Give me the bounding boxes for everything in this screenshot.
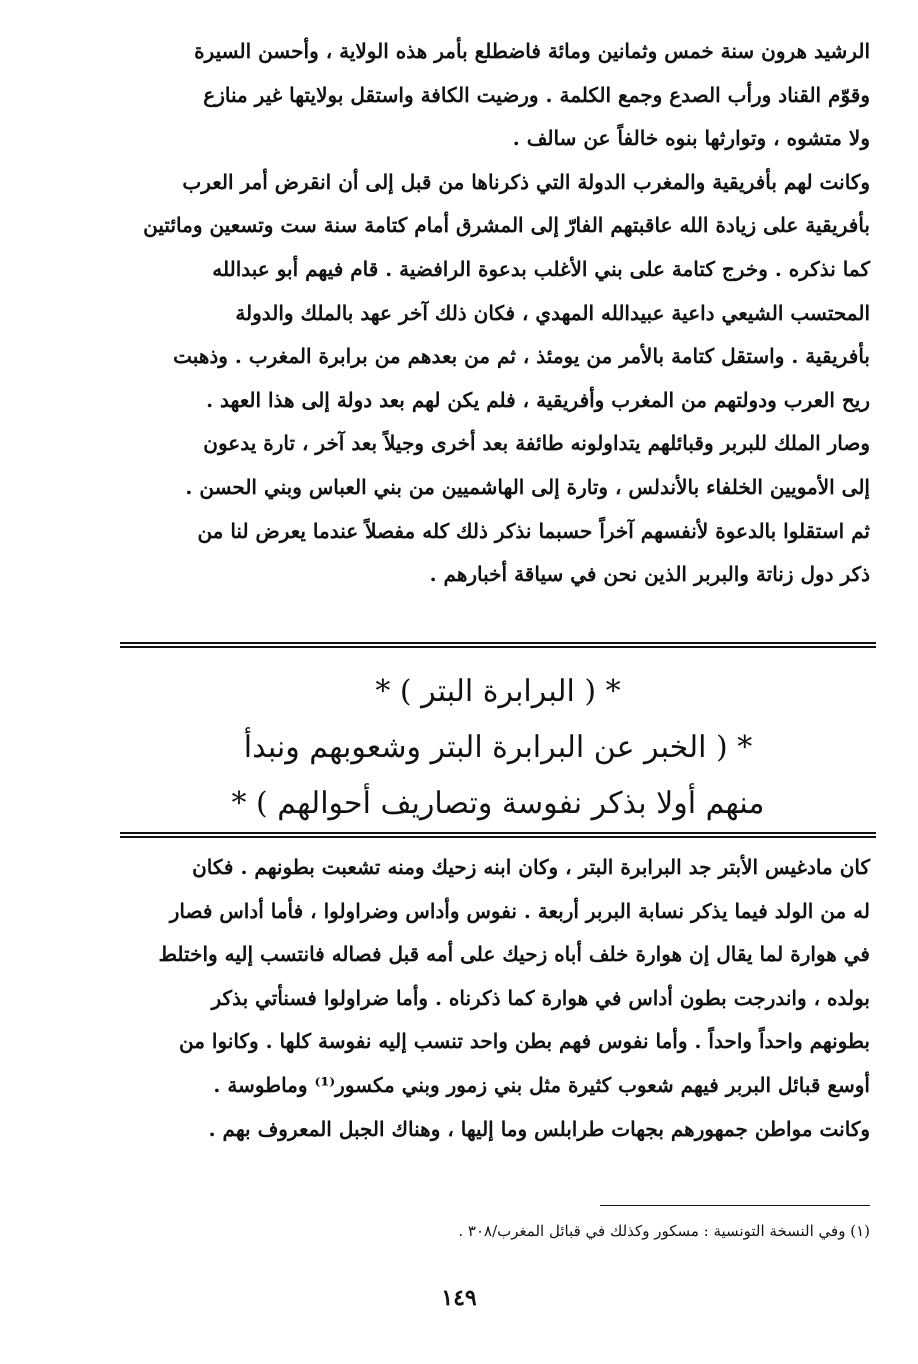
text-line: وصار الملك للبربر وقبائلهم يتداولونه طائفة بعد أخرى وجيلاً بعد آخر ، تارة يدعون (203, 431, 870, 456)
text-line: بأفريقية . واستقل كتامة بالأمر من يومئذ ، ثم من بعدهم من برابرة المغرب . وذهبت (173, 344, 870, 369)
double-rule-divider (120, 642, 876, 648)
text-line: ثم استقلوا بالدعوة لأنفسهم آخراً حسبما نذكر ذلك كله مفصلاً عندما يعرض لنا من (197, 518, 870, 543)
heading-line: * ( البرابرة البتر ) * (375, 674, 621, 709)
footnote: (١) وفي النسخة التونسية : مسكور وكذلك في قبائل المغرب/٣٠٨ . (458, 1222, 870, 1240)
text-line: أوسع قبائل البربر فيهم شعوب كثيرة مثل بني زمور وبني مكسور⁽¹⁾ وماطوسة . (213, 1072, 870, 1097)
body-text-section-1 (118, 30, 870, 597)
heading-line: * ( الخبر عن البرابرة البتر وشعوبهم ونبدأ (243, 730, 753, 765)
text-line: بطونهم واحداً واحداً . وأما نفوس فهم بطن واحد تنسب إليه نفوسة كلها . وكانوا من (179, 1029, 870, 1054)
page-number: ١٤٩ (441, 1285, 477, 1311)
text-line: وكانت مواطن جمهورهم بجهات طرابلس وما إليها ، وهناك الجبل المعروف بهم . (208, 1116, 870, 1141)
text-line: ولا متشوه ، وتوارثها بنوه خالفاً عن سالف . (512, 126, 870, 151)
text-line: ريح العرب ودولتهم من المغرب وأفريقية ، فلم يكن لهم بعد دولة إلى هذا العهد . (206, 387, 870, 412)
text-line: الرشيد هرون سنة خمس وثمانين ومائة فاضطلع بأمر هذه الولاية ، وأحسن السيرة (194, 39, 870, 63)
text-line: في هوارة لما يقال إن هوارة خلف أباه زحيك على أمه قبل فصاله فانتسب إليه واختلط (158, 942, 870, 967)
text-line: وقوّم القناد ورأب الصدع وجمع الكلمة . ورضيت الكافة واستقل بولايتها غير منازع (203, 82, 870, 107)
text-line: كما نذكره . وخرج كتامة على بني الأغلب بدعوة الرافضية . قام فيهم أبو عبدالله (212, 256, 870, 281)
text-line: ذكر دول زناتة والبربر الذين نحن في سياقة أخبارهم . (429, 562, 870, 587)
text-line: المحتسب الشيعي داعية عبيدالله المهدي ، فكان ذلك آخر عهد بالملك والدولة (235, 300, 870, 325)
footnote-separator (600, 1205, 870, 1206)
text-line: له من الولد فيما يذكر نسابة البربر أربعة . نفوس وأداس وضراولوا ، فأما أداس فصار (169, 898, 870, 923)
text-line: إلى الأمويين الخلفاء بالأندلس ، وتارة إلى الهاشميين من بني العباس وبني الحسن . (185, 474, 870, 499)
heading-line: منهم أولا بذكر نفوسة وتصاريف أحوالهم ) * (231, 786, 765, 821)
text-line: بولده ، واندرجت بطون أداس في هوارة كما ذكرناه . وأما ضراولوا فسنأتي بذكر (211, 985, 870, 1010)
text-line: وكانت لهم بأفريقية والمغرب الدولة التي ذكرناها من قبل إلى أن انقرض أمر العرب (182, 169, 870, 194)
body-text-section-2 (118, 846, 870, 1151)
chapter-heading (148, 664, 848, 832)
double-rule-divider (120, 832, 876, 838)
text-line: بأفريقية على زيادة الله عاقبتهم الفارّ إلى المشرق أمام كتامة سنة ست وتسعين ومائتين (143, 213, 870, 238)
text-line: كان مادغيس الأبتر جد البرابرة البتر ، وكان ابنه زحيك ومنه تشعبت بطونهم . فكان (192, 855, 870, 879)
